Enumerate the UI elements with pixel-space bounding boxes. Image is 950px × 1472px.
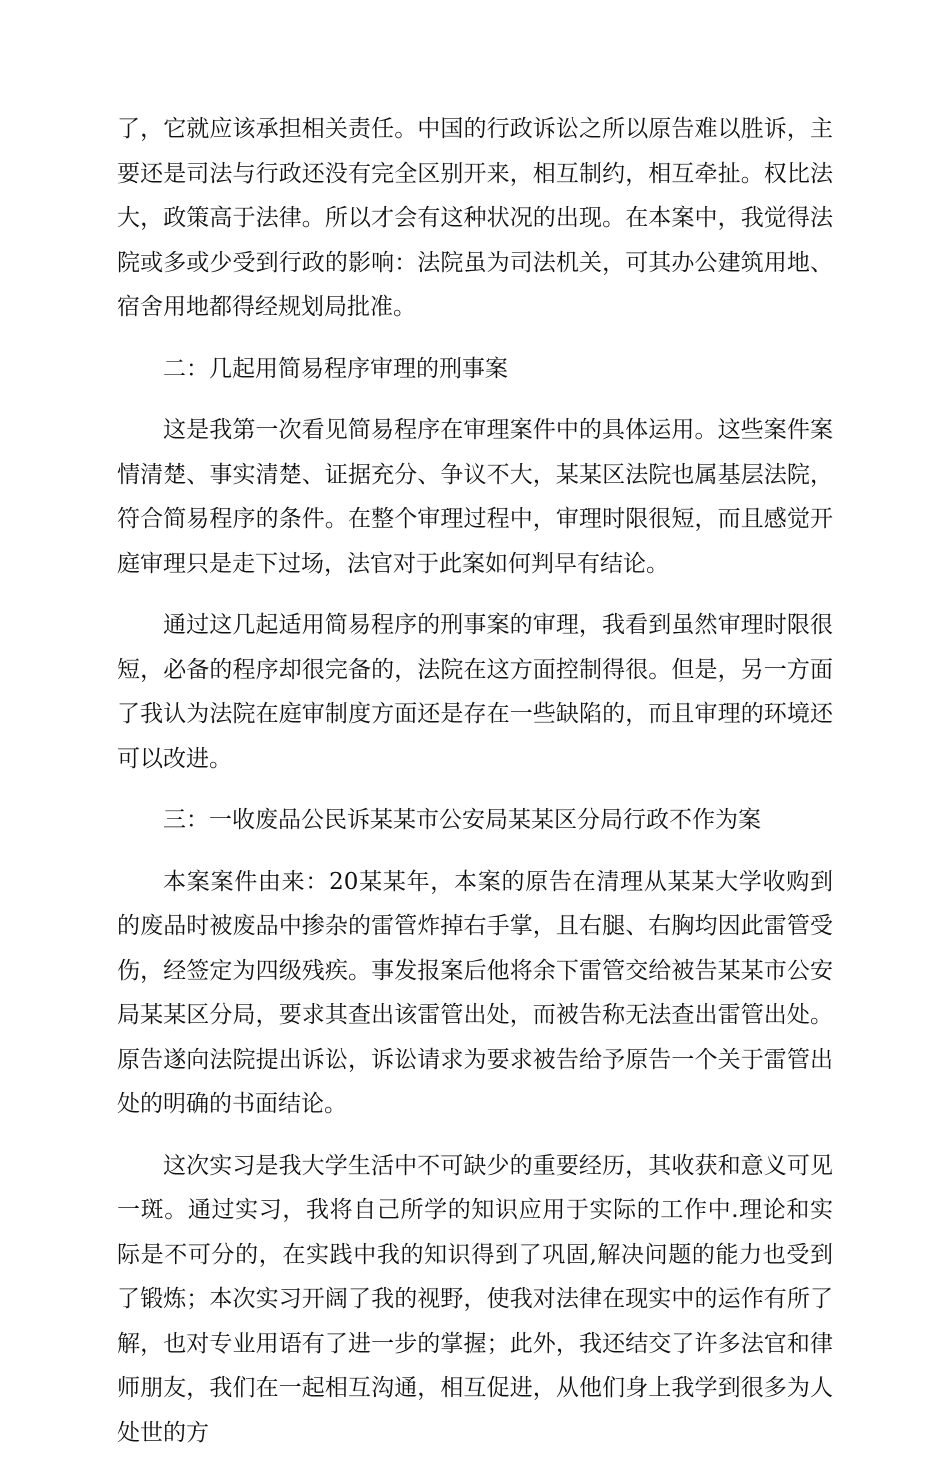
paragraph-continuation: 了，它就应该承担相关责任。中国的行政诉讼之所以原告难以胜诉，主要还是司法与行政还没有完全区别开来，相互制约，相互牵扯。权比法大，政策高于法律。所以才会有这种状况的出现。在本案中，我觉得法院或多或少受到行政的影响：法院虽为司法机关，可其办公建筑用地、宿舍用地都得经规划局批准。 — [117, 116, 833, 320]
paragraph-summary-procedure: 这是我第一次看见简易程序在审理案件中的具体运用。这些案件案情清楚、事实清楚、证据充分、争议不大，某某区法院也属基层法院，符合简易程序的条件。在整个审理过程中，审理时限很短，而且感觉开庭审理只是走下过场，法官对于此案如何判早有结论。 — [117, 417, 833, 577]
paragraph-procedure-observation: 通过这几起适用简易程序的刑事案的审理，我看到虽然审理时限很短，必备的程序却很完备的，法院在这方面控制得很。但是，另一方面了我认为法院在庭审制度方面还是存在一些缺陷的，而且审理的环境还可以改进。 — [117, 612, 833, 772]
paragraph-case-origin: 本案案件由来：20某某年，本案的原告在清理从某某大学收购到的废品时被废品中掺杂的雷管炸掉右手掌，且右腿、右胸均因此雷管受伤，经签定为四级残疾。事发报案后他将余下雷管交给被告某某市公安局某某区分局，要求其查出该雷管出处，而被告称无法查出雷管出处。原告遂向法院提出诉讼，诉讼请求为要求被告给予原告一个关于雷管出处的明确的书面结论。 — [117, 868, 833, 1117]
document-body — [117, 107, 833, 1472]
section-heading-two: 二：几起用简易程序审理的刑事案 — [163, 355, 508, 382]
paragraph-internship-summary: 这次实习是我大学生活中不可缺少的重要经历，其收获和意义可见一斑。通过实习，我将自己所学的知识应用于实际的工作中.理论和实际是不可分的，在实践中我的知识得到了巩固,解决问题的能力也受到了锻炼；本次实习开阔了我的视野，使我对法律在现实中的运作有所了解，也对专业用语有了进一步的掌握；此外，我还结交了许多法官和律师朋友，我们在一起相互沟通，相互促进，从他们身上我学到很多为人处世的方 — [117, 1152, 833, 1446]
section-heading-three: 三：一收废品公民诉某某市公安局某某区分局行政不作为案 — [163, 807, 761, 833]
